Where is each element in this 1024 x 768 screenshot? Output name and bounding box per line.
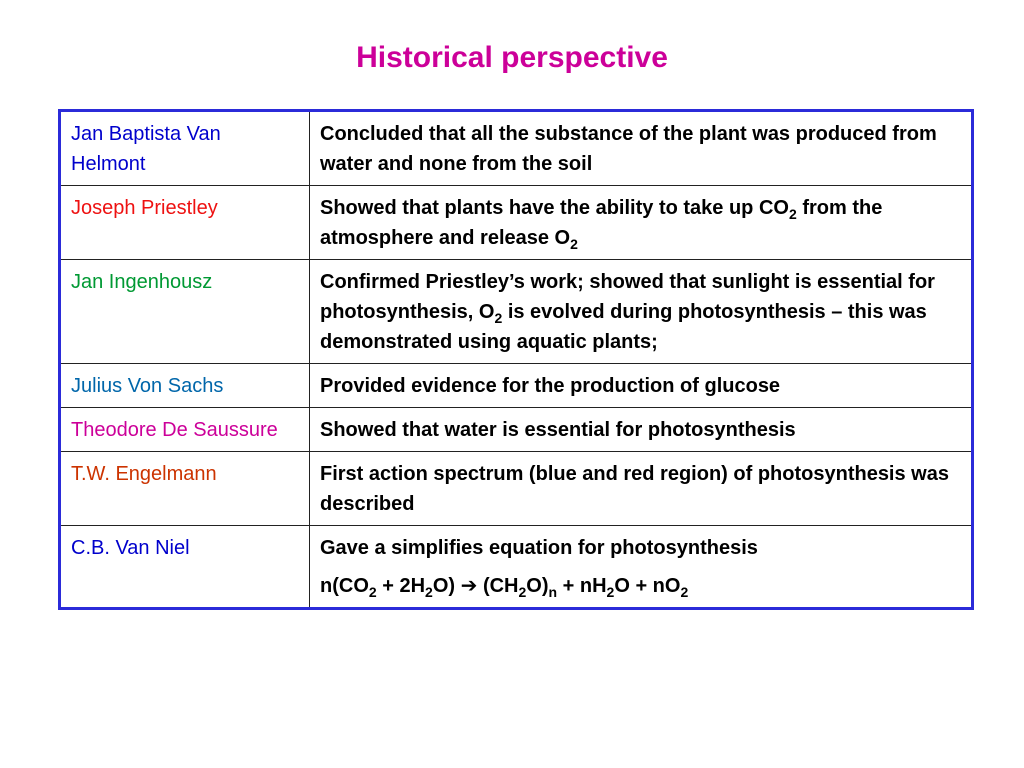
subscript: 2 (788, 206, 797, 222)
contribution (310, 526, 973, 609)
contribution: Concluded that all the substance of the plant was produced from water and none from the soil (310, 111, 973, 186)
equation-part: O + nO (614, 575, 681, 597)
contribution-text: is evolved during photosynthesis – this was demonstrated using aquatic plants; (320, 301, 927, 353)
equation-part: n(CO (320, 575, 369, 597)
contribution: Showed that water is essential for photosynthesis (310, 408, 973, 452)
contribution: First action spectrum (blue and red region) of photosynthesis was described (310, 452, 973, 526)
scientist-name: Julius Von Sachs (60, 364, 310, 408)
scientist-name: Jan Baptista Van Helmont (60, 111, 310, 186)
contribution-text: Showed that plants have the ability to take up CO (320, 197, 789, 219)
subscript: 2 (518, 584, 527, 600)
subscript: 2 (570, 236, 578, 252)
scientist-name: Joseph Priestley (60, 186, 310, 260)
equation-part: O) (526, 575, 549, 597)
contribution-text: Confirmed Priestley’s work; showed that sunlight is essential for photosynthesis, O (320, 271, 935, 323)
table-row (60, 186, 973, 260)
subscript: n (548, 584, 558, 600)
table-row (60, 526, 973, 609)
table-row (60, 260, 973, 364)
table-row (60, 452, 973, 526)
subscript: 2 (606, 584, 615, 600)
table-row (60, 111, 973, 186)
subscript: 2 (425, 584, 433, 600)
photosynthesis-equation (320, 571, 961, 601)
subscript: 2 (680, 584, 689, 600)
contribution-text: from the atmosphere and release O (320, 197, 883, 249)
scientist-name: C.B. Van Niel (60, 526, 310, 609)
arrow-icon: ➔ (460, 575, 478, 597)
contribution-text: Gave a simplifies equation for photosynthesis (320, 537, 758, 559)
history-table (58, 109, 974, 610)
contribution (310, 186, 973, 260)
scientist-name: Theodore De Saussure (60, 408, 310, 452)
table-row (60, 364, 973, 408)
contribution (310, 260, 973, 364)
equation-part: O) (432, 575, 461, 597)
scientist-name: Jan Ingenhousz (60, 260, 310, 364)
subscript: 2 (368, 584, 377, 600)
contribution: Provided evidence for the production of glucose (310, 364, 973, 408)
subscript: 2 (494, 310, 503, 326)
table-row (60, 408, 973, 452)
equation-part: + 2H (376, 575, 426, 597)
equation-part: + nH (557, 575, 607, 597)
page-title: Historical perspective (356, 41, 668, 74)
equation-part: (CH (477, 575, 519, 597)
scientist-name: T.W. Engelmann (60, 452, 310, 526)
